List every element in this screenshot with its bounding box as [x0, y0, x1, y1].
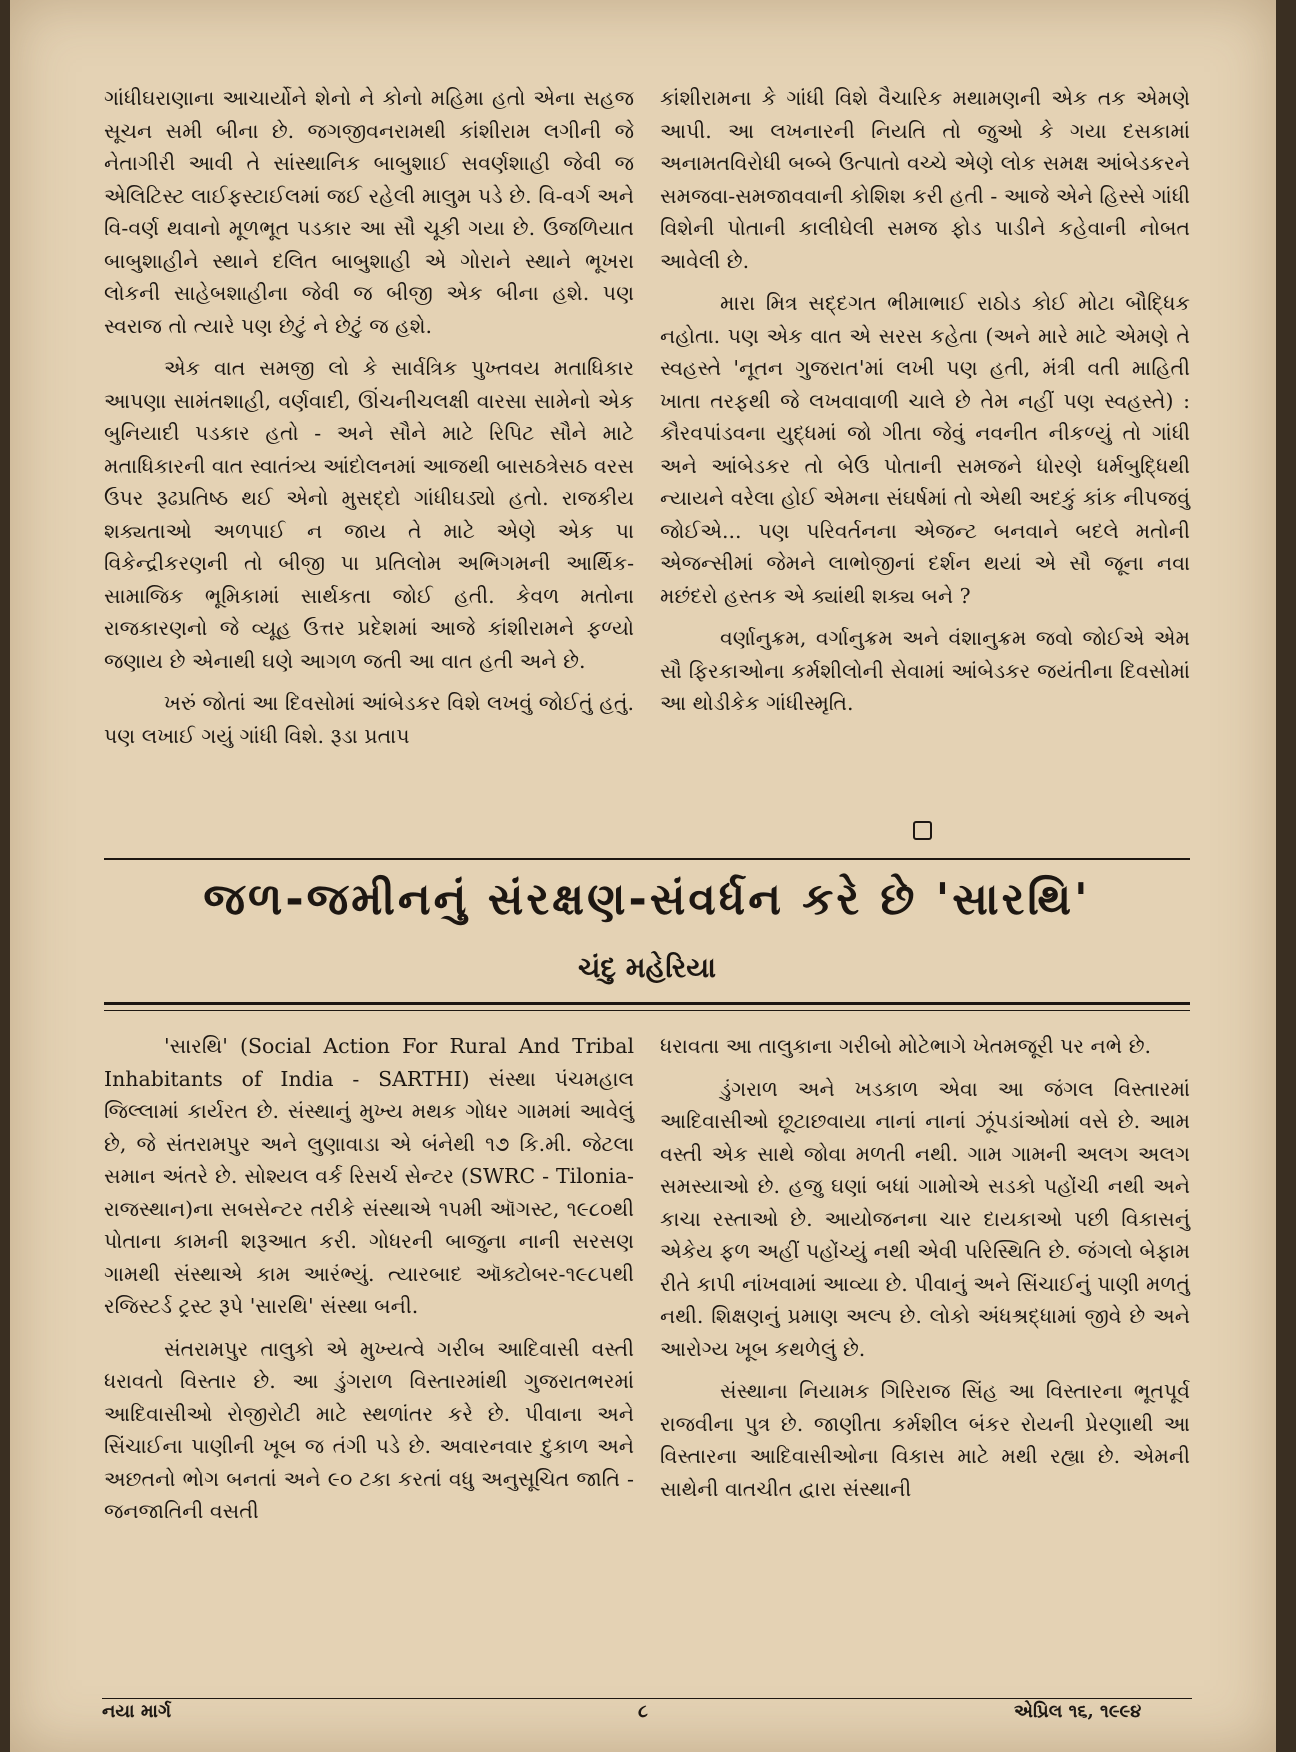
bottom-left-column — [104, 1030, 634, 1538]
article-end-mark — [913, 821, 932, 840]
paragraph: ખરું જોતાં આ દિવસોમાં આંબેડકર વિશે લખવું જોઈતું હતું. પણ લખાઈ ગયું ગાંધી વિશે. રૂડા પ્રતાપ — [104, 691, 634, 748]
headline-divider — [104, 1002, 1190, 1011]
issue-date: એપ્રિલ ૧૬, ૧૯૯૪ — [1014, 1701, 1142, 1722]
bottom-right-column — [660, 1030, 1190, 1515]
article-headline: જળ-જમીનનું સંરક્ષણ-સંવર્ધન કરે છે 'સારથિ' — [203, 874, 1091, 925]
paragraph: વર્ણાનુક્રમ, વર્ગાનુક્રમ અને વંશાનુક્રમ જવો જોઈએ એમ સૌ ફિરકાઓના કર્મશીલોની સેવામાં આંબેડકર જયંતીના દિવસોમાં આ થોડીકેક ગાંધીસ્મૃતિ. — [660, 626, 1190, 715]
footer-divider — [102, 1698, 1192, 1699]
paragraph: કાંશીરામના કે ગાંધી વિશે વૈચારિક મથામણની એક તક એમણે આપી. આ લખનારની નિયતિ તો જુઓ કે ગયા દસકામાં અનામતવિરોધી બબ્બે ઉત્પાતો વચ્ચે એણે લોક સમક્ષ આંબેડકરને સમજવા-સમજાવવાની કોશિશ કરી હતી - આજે એને હિસ્સે ગાંધી વિશેની પોતાની કાલીઘેલી સમજ ફોડ પાડીને કહેવાની નોબત આવેલી છે. — [660, 86, 1190, 273]
article-author: ચંદુ મહેરિયા — [577, 951, 717, 984]
publication-name: નયા માર્ગ — [102, 1701, 172, 1722]
paragraph: મારા મિત્ર સદ્દગત ભીમાભાઈ રાઠોડ કોઈ મોટા બૌદ્ધિક નહોતા. પણ એક વાત એ સરસ કહેતા (અને મારે માટે એમણે તે સ્વહસ્તે 'નૂતન ગુજરાત'માં લખી પણ હતી, મંત્રી વતી માહિતી ખાતા તરફથી જે લખવાવાળી ચાલે છે તેમ નહીં પણ સ્વહસ્તે) : કૌરવપાંડવના યુદ્ધમાં જો ગીતા જેવું નવનીત નીકળ્યું તો ગાંધી અને આંબેડકર તો બેઉ પોતાની સમજને ધોરણે ધર્મબુદ્ધિથી ન્યાયને વરેલા હોઈ એમના સંઘર્ષમાં તો એથી અદકું કાંક નીપજવું જોઈએ... પણ પરિવર્તનના એજન્ટ બનવાને બદલે મતોની એજન્સીમાં જેમને લાભોજીનાં દર્શન થયાં એ સૌ જૂના નવા મછંદરો હસ્તક એ ક્યાંથી શક્ય બને ? — [660, 291, 1190, 608]
top-left-column — [104, 82, 634, 762]
paragraph: સંસ્થાના નિયામક ગિરિરાજ સિંહ આ વિસ્તારના ભૂતપૂર્વ રાજવીના પુત્ર છે. જાણીતા કર્મશીલ બંકર રોયની પ્રેરણાથી આ વિસ્તારના આદિવાસીઓના વિકાસ માટે મથી રહ્યા છે. એમની સાથેની વાતચીત દ્વારા સંસ્થાની — [660, 1379, 1190, 1501]
page-number: ૮ — [638, 1701, 648, 1722]
paragraph: એક વાત સમજી લો કે સાર્વત્રિક પુખ્તવય મતાધિકાર આપણા સામંતશાહી, વર્ણવાદી, ઊંચનીચલક્ષી વારસા સામેનો એક બુનિયાદી પડકાર હતો - અને સૌને માટે રિપિટ સૌને માટે મતાધિકારની વાત સ્વાતંત્ર્ય આંદોલનમાં આજથી બાસઠત્રેસઠ વરસ ઉપર રૂઢપ્રતિષ્ઠ થઈ એનો મુસદ્દો ગાંધીઘડ્યો હતો. રાજકીય શક્યતાઓ અળપાઈ ન જાય તે માટે એણે એક પા વિકેન્દ્રીકરણની તો બીજી પા પ્રતિલોમ અભિગમની આર્થિક-સામાજિક ભૂમિકામાં સાર્થકતા જોઈ હતી. કેવળ મતોના રાજકારણનો જે વ્યૂહ ઉત્તર પ્રદેશમાં આજે કાંશીરામને ફળ્યો જણાય છે એનાથી ઘણે આગળ જતી આ વાત હતી અને છે. — [104, 356, 634, 673]
paragraph: ડુંગરાળ અને ખડકાળ એવા આ જંગલ વિસ્તારમાં આદિવાસીઓ છૂટાછવાયા નાનાં નાનાં ઝૂંપડાંઓમાં વસે છે. આમ વસ્તી એક સાથે જોવા મળતી નથી. ગામ ગામની અલગ અલગ સમસ્યાઓ છે. હજુ ઘણાં બધાં ગામોએ સડકો પહોંચી નથી અને કાચા રસ્તાઓ છે. આયોજનના ચાર દાયકાઓ પછી વિકાસનું એકેય ફળ અહીં પહોંચ્યું નથી એવી પરિસ્થિતિ છે. જંગલો બેફામ રીતે કાપી નાંખવામાં આવ્યા છે. પીવાનું અને સિંચાઈનું પાણી મળતું નથી. શિક્ષણનું પ્રમાણ અલ્પ છે. લોકો અંધશ્રદ્ધામાં જીવે છે અને આરોગ્ય ખૂબ કથળેલું છે. — [660, 1076, 1190, 1361]
top-right-column — [660, 82, 1190, 730]
section-divider — [104, 858, 1190, 860]
magazine-page — [10, 0, 1276, 1752]
paragraph: ધરાવતા આ તાલુકાના ગરીબો મોટેભાગે ખેતમજૂરી પર નભે છે. — [660, 1034, 1152, 1058]
paragraph: 'સારથિ' (Social Action For Rural And Tribal Inhabitants of India - SARTHI) સંસ્થા પંચમહાલ જિલ્લામાં કાર્યરત છે. સંસ્થાનું મુખ્ય મથક ગોધર ગામમાં આવેલું છે, જે સંતરામપુર અને લુણાવાડા એ બંનેથી ૧૭ કિ.મી. જેટલા સમાન અંતરે છે. સોશ્યલ વર્ક રિસર્ચ સેન્ટર (SWRC - Tilonia- રાજસ્થાન)ના સબસેન્ટર તરીકે સંસ્થાએ ૧૫મી ઑગસ્ટ, ૧૯૮૦થી પોતાના કામની શરૂઆત કરી. ગોધરની બાજુના નાની સરસણ ગામથી સંસ્થાએ કામ આરંભ્યું. ત્યારબાદ ઑક્ટોબર-૧૯૮૫થી રજિસ્ટર્ડ ટ્રસ્ટ રૂપે 'સારથિ' સંસ્થા બની. — [104, 1034, 634, 1318]
paragraph: સંતરામપુર તાલુકો એ મુખ્યત્વે ગરીબ આદિવાસી વસ્તી ધરાવતો વિસ્તાર છે. આ ડુંગરાળ વિસ્તારમાંથી ગુજરાતભરમાં આદિવાસીઓ રોજીરોટી માટે સ્થળાંતર કરે છે. પીવાના અને સિંચાઈના પાણીની ખૂબ જ તંગી પડે છે. અવારનવાર દુકાળ અને અછતનો ભોગ બનતાં અને ૯૦ ટકા કરતાં વધુ અનુસૂચિત જાતિ - જનજાતિની વસતી — [104, 1336, 634, 1523]
paragraph: ગાંધીઘરાણાના આચાર્યોને શેનો ને કોનો મહિમા હતો એના સહજ સૂચન સમી બીના છે. જગજીવનરામથી કાંશીરામ લગીની જે નેતાગીરી આવી તે સાંસ્થાનિક બાબુશાઈ સવર્ણશાહી જેવી જ એલિટિસ્ટ લાઈફસ્ટાઈલમાં જઈ રહેલી માલુમ પડે છે. વિ-વર્ગ અને વિ-વર્ણ થવાનો મૂળભૂત પડકાર આ સૌ ચૂકી ગયા છે. ઉજળિયાત બાબુશાહીને સ્થાને દલિત બાબુશાહી એ ગોરાને સ્થાને ભૂખરા લોકની સાહેબશાહીના જેવી જ બીજી એક બીના હશે. પણ સ્વરાજ તો ત્યારે પણ છેટું ને છેટું જ હશે. — [104, 86, 634, 338]
